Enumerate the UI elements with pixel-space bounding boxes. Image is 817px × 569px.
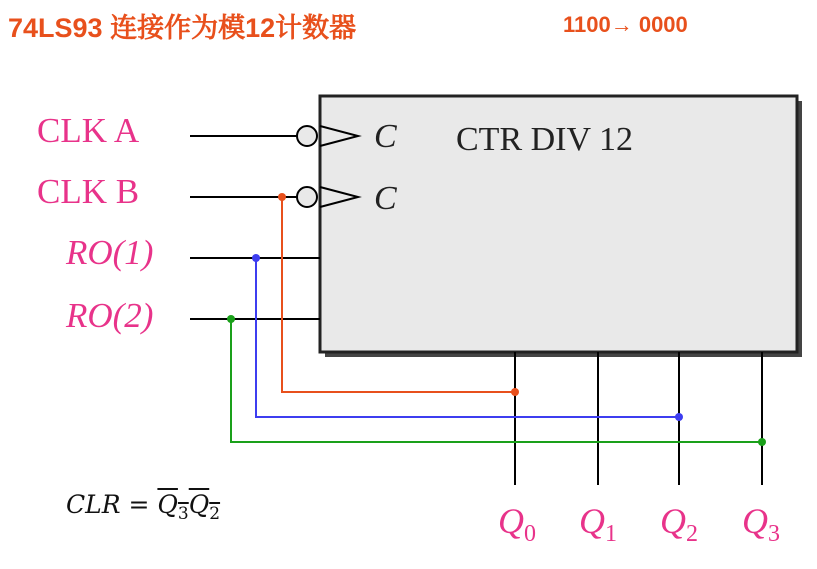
q1-output-label: $Q_1$ [579, 501, 617, 548]
chip-label: CTR DIV 12 [456, 121, 633, 158]
clk-a-label: CLK A [37, 111, 140, 150]
nand-overline-term: $Q_3Q_2$ [157, 490, 221, 524]
reset-transition-label: 1100→ 0000 [563, 12, 688, 37]
q0-output-label: $Q_0$ [498, 501, 536, 548]
clkb-junction-dot [278, 193, 286, 201]
diagram-title: 74LS93 连接作为模12计数器 [8, 13, 357, 43]
q2-output-label: $Q_2$ [660, 501, 698, 548]
q3-junction-dot [758, 438, 766, 446]
clk-b-clock-pin-label: C [374, 180, 397, 217]
clk-a-clock-pin-label: C [374, 118, 397, 155]
ro1-junction-dot [252, 254, 260, 262]
clear-formula: CLR = $Q_3Q_2$ [66, 490, 221, 524]
clk-b-inversion-bubble [297, 187, 317, 207]
q2-junction-dot [675, 413, 683, 421]
q3-output-label: $Q_3$ [742, 501, 780, 548]
ro2-junction-dot [227, 315, 235, 323]
clk-b-label: CLK B [37, 172, 140, 211]
ro2-label: RO(2) [66, 296, 154, 335]
ro1-label: RO(1) [66, 233, 154, 272]
clk-a-inversion-bubble [297, 126, 317, 146]
q0-junction-dot [511, 388, 519, 396]
